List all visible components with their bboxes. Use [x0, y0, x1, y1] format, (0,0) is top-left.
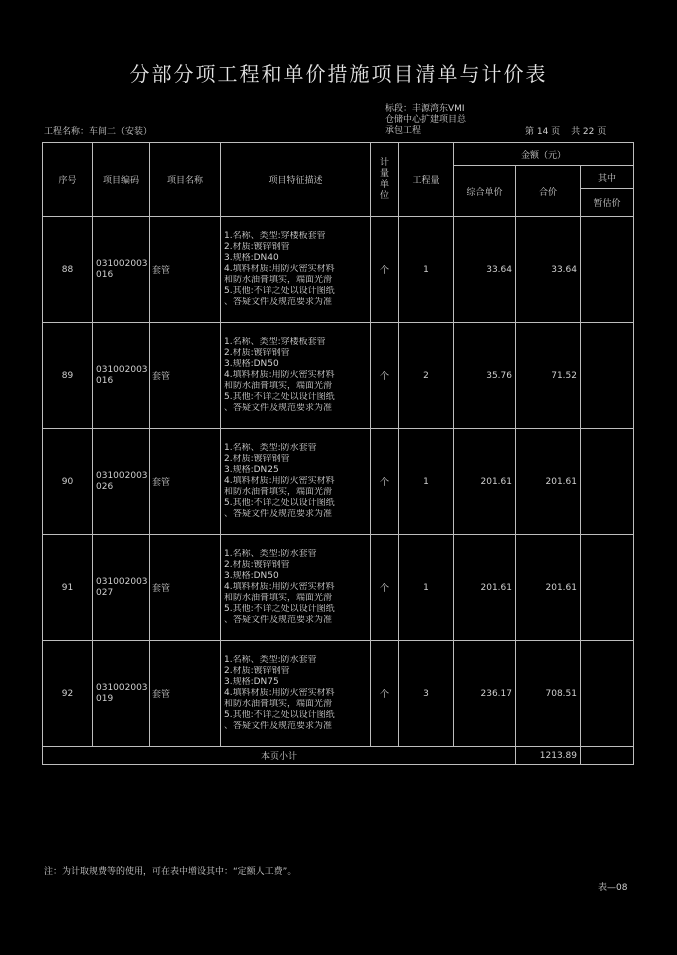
feature-line: 3.规格:DN40 — [224, 253, 279, 263]
feature-line: 1.名称、类型:穿楼板套管 — [224, 337, 326, 347]
row-total: 71.52 — [516, 323, 581, 429]
row-unit: 个 — [371, 323, 399, 429]
row-provisional — [581, 217, 634, 323]
table-row — [43, 323, 634, 429]
header-features: 项目特征描述 — [221, 143, 371, 217]
table-row — [43, 429, 634, 535]
table-row — [43, 535, 634, 641]
footnote: 注：为计取规费等的使用，可在表中增设其中：“定额人工费”。 — [44, 867, 297, 877]
feature-line: 和防水油膏填实，端面光滑 — [224, 593, 333, 603]
page-title: 分部分项工程和单价措施项目清单与计价表 — [129, 62, 548, 86]
feature-line: 5.其他:不详之处以设计图纸 — [224, 392, 335, 402]
header-of-which: 其中 — [581, 166, 634, 189]
row-name: 套管 — [150, 535, 221, 641]
project-name: 工程名称：车间二（安装） — [44, 127, 153, 137]
feature-line: 5.其他:不详之处以设计图纸 — [224, 498, 335, 508]
feature-line: 和防水油膏填实，端面光滑 — [224, 699, 333, 709]
page-total: 共 22 页 — [571, 127, 607, 137]
feature-line: 2.材质:镀锌钢管 — [224, 242, 290, 252]
project-line: 承包工程 — [385, 126, 422, 136]
row-unit-price: 35.76 — [454, 323, 516, 429]
subtotal-label: 本页小计 — [43, 747, 516, 765]
row-code: 031002003016 — [93, 323, 150, 429]
row-code: 031002003027 — [93, 535, 150, 641]
row-code: 031002003026 — [93, 429, 150, 535]
header-seq: 序号 — [43, 143, 93, 217]
row-qty: 1 — [399, 535, 454, 641]
header-name: 项目名称 — [150, 143, 221, 217]
feature-line: 、答疑文件及规范要求为准 — [224, 509, 333, 519]
row-features — [221, 641, 371, 747]
header-unit-price: 综合单价 — [454, 166, 516, 217]
row-provisional — [581, 429, 634, 535]
feature-line: 3.规格:DN75 — [224, 677, 279, 687]
row-unit-price: 201.61 — [454, 429, 516, 535]
row-qty: 3 — [399, 641, 454, 747]
header-unit: 计量单位 — [371, 143, 399, 217]
row-features — [221, 217, 371, 323]
table-row — [43, 641, 634, 747]
row-unit: 个 — [371, 429, 399, 535]
feature-line: 、答疑文件及规范要求为准 — [224, 297, 333, 307]
row-features — [221, 429, 371, 535]
row-features — [221, 535, 371, 641]
feature-line: 2.材质:镀锌钢管 — [224, 560, 290, 570]
header-provisional: 暂估价 — [581, 189, 634, 217]
row-seq: 90 — [43, 429, 93, 535]
subtotal-row — [43, 747, 634, 765]
subtotal-total: 1213.89 — [516, 747, 581, 765]
row-features — [221, 323, 371, 429]
row-name: 套管 — [150, 641, 221, 747]
row-total: 201.61 — [516, 535, 581, 641]
feature-line: 5.其他:不详之处以设计图纸 — [224, 604, 335, 614]
row-total: 201.61 — [516, 429, 581, 535]
row-code: 031002003016 — [93, 217, 150, 323]
header-code: 项目编码 — [93, 143, 150, 217]
header-amount: 金额（元） — [454, 143, 634, 166]
feature-line: 5.其他:不详之处以设计图纸 — [224, 710, 335, 720]
row-name: 套管 — [150, 323, 221, 429]
row-provisional — [581, 641, 634, 747]
row-unit-price: 33.64 — [454, 217, 516, 323]
row-qty: 1 — [399, 429, 454, 535]
table-row — [43, 217, 634, 323]
feature-line: 4.填料材质:用防火密实材料 — [224, 688, 335, 698]
feature-line: 3.规格:DN25 — [224, 465, 279, 475]
row-seq: 91 — [43, 535, 93, 641]
feature-line: 2.材质:镀锌钢管 — [224, 454, 290, 464]
row-unit-price: 236.17 — [454, 641, 516, 747]
row-unit: 个 — [371, 535, 399, 641]
feature-line: 1.名称、类型:防水套管 — [224, 655, 317, 665]
pricing-table — [42, 142, 634, 765]
header-qty: 工程量 — [399, 143, 454, 217]
project-line: 仓储中心扩建项目总 — [385, 115, 467, 125]
row-code: 031002003019 — [93, 641, 150, 747]
project-section — [385, 104, 466, 137]
feature-line: 、答疑文件及规范要求为准 — [224, 615, 333, 625]
row-unit: 个 — [371, 641, 399, 747]
row-qty: 2 — [399, 323, 454, 429]
row-qty: 1 — [399, 217, 454, 323]
row-provisional — [581, 535, 634, 641]
row-unit-price: 201.61 — [454, 535, 516, 641]
subtotal-provisional — [581, 747, 634, 765]
feature-line: 和防水油膏填实，端面光滑 — [224, 275, 333, 285]
feature-line: 4.填料材质:用防火密实材料 — [224, 476, 335, 486]
feature-line: 4.填料材质:用防火密实材料 — [224, 264, 335, 274]
feature-line: 2.材质:镀锌钢管 — [224, 348, 290, 358]
row-provisional — [581, 323, 634, 429]
header-total: 合价 — [516, 166, 581, 217]
row-seq: 92 — [43, 641, 93, 747]
feature-line: 、答疑文件及规范要求为准 — [224, 403, 333, 413]
feature-line: 和防水油膏填实，端面光滑 — [224, 487, 333, 497]
feature-line: 5.其他:不详之处以设计图纸 — [224, 286, 335, 296]
feature-line: 和防水油膏填实，端面光滑 — [224, 381, 333, 391]
feature-line: 3.规格:DN50 — [224, 571, 279, 581]
feature-line: 4.填料材质:用防火密实材料 — [224, 370, 335, 380]
row-seq: 89 — [43, 323, 93, 429]
page-number — [525, 127, 614, 138]
feature-line: 1.名称、类型:防水套管 — [224, 443, 317, 453]
form-number: 表—08 — [598, 883, 628, 893]
feature-line: 1.名称、类型:防水套管 — [224, 549, 317, 559]
row-total: 33.64 — [516, 217, 581, 323]
feature-line: 3.规格:DN50 — [224, 359, 279, 369]
project-line: 标段：丰源湾东VMI — [385, 104, 465, 114]
feature-line: 4.填料材质:用防火密实材料 — [224, 582, 335, 592]
row-name: 套管 — [150, 429, 221, 535]
row-total: 708.51 — [516, 641, 581, 747]
row-unit: 个 — [371, 217, 399, 323]
row-seq: 88 — [43, 217, 93, 323]
feature-line: 2.材质:镀锌钢管 — [224, 666, 290, 676]
feature-line: 1.名称、类型:穿楼板套管 — [224, 231, 326, 241]
page-current: 第 14 页 — [525, 127, 561, 137]
feature-line: 、答疑文件及规范要求为准 — [224, 721, 333, 731]
row-name: 套管 — [150, 217, 221, 323]
